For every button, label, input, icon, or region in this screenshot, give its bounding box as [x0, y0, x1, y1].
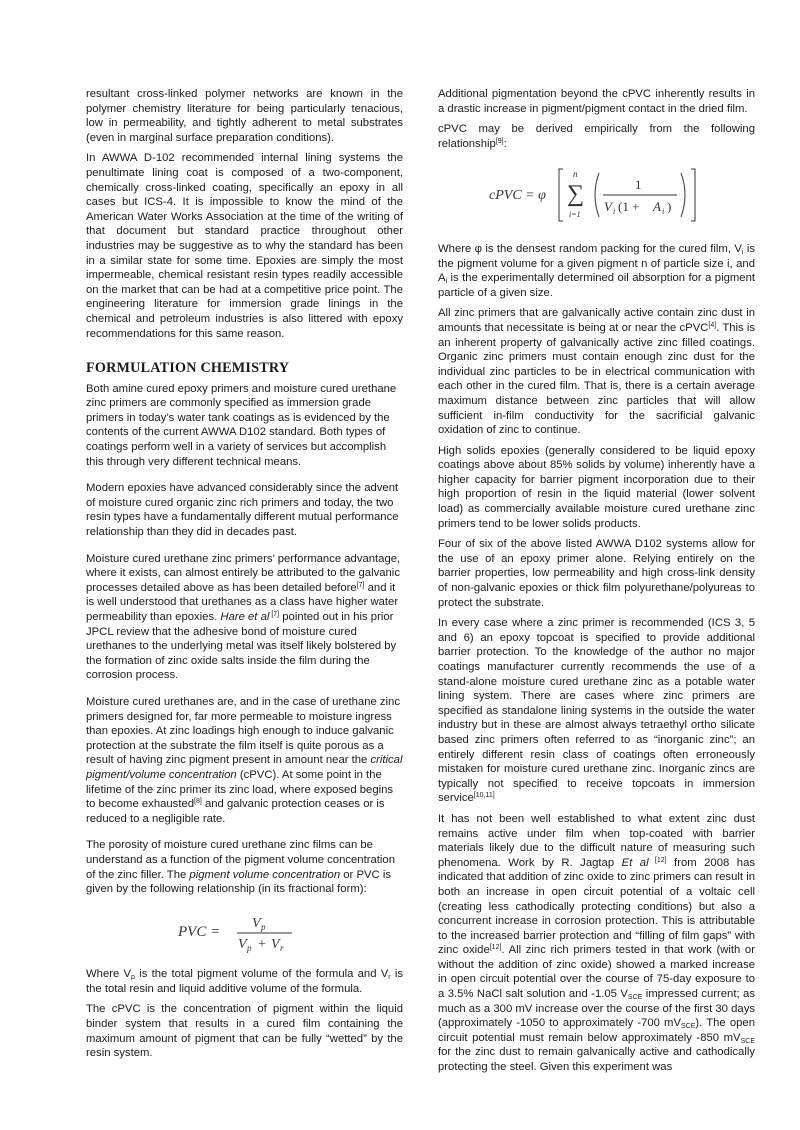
svg-text:1: 1	[634, 177, 641, 193]
paragraph: Where $V_p$ is the total pigment volume of the formula and $V_r$ is the total resin and liquid additive volume of the formula.	[86, 968, 403, 995]
paragraph: In every case where a zinc primer is recommended (ICS 3, 5 and 6) an epoxy topcoat is specified to provide additional barrier protection. To the knowledge of the author no major coatings manufacturer currently recommends the use of a stand-alone moisture cured urethane zinc as a potable water lining system. There are cases where zinc primers are specified as standalone lining systems in the outside the water industry but in these are almost always tetraethyl ortho silicate based zinc primers often referred to as “inorganic zinc”; an entirely different resin class of coatings often erroneously mistaken for moisture cured urethane zinc. Inorganic zincs are typically not specified to receive topcoats in immersion service[10,11]	[438, 617, 755, 805]
citation: [10,11]	[473, 792, 495, 800]
citation: [7]	[356, 581, 365, 589]
svg-text:r: r	[279, 942, 284, 953]
left-paren	[595, 173, 599, 217]
paragraph: Additional pigmentation beyond the cPVC inherently results in a drastic increase in pigment/pigment contact in the dried film.	[438, 88, 755, 115]
paragraph: Moisture cured urethane zinc primers’ performance advantage, where it exists, can almost entirely be attributed to the galvanic processes detailed above as has been detailed before[7] and it is well understood that urethanes as a class have higher water permeability than epoxies. Hare et al [7] pointed out in his prior JPCL review that the adhesive bond of moisture cured urethanes to the underlying metal was itself likely bolstered by the formation of zinc oxide salts inside the film during the corrosion process.	[86, 552, 401, 682]
svg-text:i=1: i=1	[568, 210, 581, 220]
svg-text:V: V	[603, 199, 612, 215]
citation: [12]	[489, 944, 502, 952]
paragraph: cPVC may be derived empirically from the following relationship[9]:	[438, 123, 755, 150]
paragraph: Modern epoxies have advanced considerably since the advent of moisture cured organic zinc rich primers and today, the two resin types have a fundamentally different mutual performance relationship than they did in decades past.	[86, 482, 399, 539]
svg-text:p: p	[260, 921, 265, 932]
right-bracket	[691, 169, 695, 221]
svg-text:+: +	[257, 936, 266, 952]
term: critical pigment/volume concentration	[86, 754, 403, 781]
sum-symbol: ∑	[566, 181, 584, 208]
citation: [4]	[708, 321, 717, 329]
svg-text:V: V	[270, 936, 280, 952]
paragraph: In AWWA D-102 recommended internal lining systems the penultimate lining coat is composed of a two-component, chemically cross-linked coating, specifically an epoxy in all cases but ICS-4. It is impossible to know the mind of the American Water Works Association at the time of the writing of that document but standard practice throughout other industries may be suggestive as to why the standard has been in a similar state for some time. Epoxies are simply the most impermeable, chemical resistant resin types readily accessible on the market that can be had at a competitive price point. The engineering literature for immersion grade linings in the chemical and petroleum industries is also littered with epoxy recommendations for this same reason.	[86, 152, 403, 340]
cpvc-equation	[438, 163, 755, 230]
left-column	[86, 87, 403, 1067]
eq-lhs: PVC =	[177, 923, 220, 940]
svg-text:n: n	[572, 169, 577, 180]
left-bracket	[559, 169, 563, 221]
paragraph: Both amine cured epoxy primers and moisture cured urethane zinc primers are commonly specified as immersion grade primers in today’s water tank coatings as is evidenced by the contents of the current AWWA D102 standard. Both types of coatings perform well in a variety of services but accomplish this through very different technical means.	[86, 382, 397, 468]
citation: [9]	[495, 137, 504, 145]
svg-text:(1 +: (1 +	[617, 199, 639, 215]
paragraph: The porosity of moisture cured urethane zinc films can be understand as a function of the pigment volume concentration of the zinc filler. The pigment volume concentration or PVC is given by the following relationship (in its fractional form):	[86, 839, 395, 896]
eq-lhs: cPVC = φ	[488, 188, 546, 204]
author-name: Et al	[621, 856, 649, 869]
author-name: Hare et al	[220, 611, 270, 623]
paragraph: resultant cross-linked polymer networks are known in the polymer chemistry literature for being particularly tenacious, low in permeability, and tightly adherent to metal substrates (even in marginal surface preparation conditions).	[86, 88, 403, 144]
right-column	[438, 87, 755, 1081]
svg-text:i: i	[661, 207, 664, 217]
term: pigment volume concentration	[189, 868, 341, 881]
paragraph: The cPVC is the concentration of pigment within the liquid binder system that results in a cured film containing the maximum amount of pigment that can be fully “wetted” by the resin system.	[86, 1003, 403, 1060]
svg-text:A: A	[652, 199, 661, 215]
svg-text:V: V	[251, 915, 261, 931]
ragged-text-block	[86, 382, 403, 897]
svg-text:): )	[666, 199, 671, 215]
paragraph: All zinc primers that are galvanically active contain zinc dust in amounts that necessitate is being at or near the cPVC[4]. This is an inherent property of galvanically active zinc filled coatings. Organic zinc primers must contain enough zinc dust for the individual zinc particles to be in electrical communication with each other in the cured film. That is, there is a certain average maximum distance between zinc particles that will allow sufficient in-film conductivity for the sacrificial galvanic oxidation of zinc to continue.	[438, 307, 755, 437]
section-heading: FORMULATION CHEMISTRY	[86, 360, 290, 377]
svg-text:V: V	[237, 936, 247, 952]
citation: [7]	[269, 611, 280, 618]
citation: [12]	[648, 856, 667, 864]
right-paren	[681, 173, 685, 217]
svg-text:p: p	[246, 942, 251, 953]
paragraph: Moisture cured urethanes are, and in the case of urethane zinc primers designed for, far more permeable to moisture ingress than epoxies. At zinc loadings high enough to induce galvanic protection at the substrate the film itself is quite porous as a result of having zinc pigment present in amount near the critical pigment/volume concentration (cPVC). At some point in the lifetime of the zinc primer its zinc load, where exposed begins to become exhausted[8] and galvanic protection ceases or is reduced to a negligible rate.	[86, 695, 403, 825]
pvc-equation	[86, 907, 403, 960]
citation: [8]	[194, 798, 202, 806]
paragraph: Four of six of the above listed AWWA D102 systems allow for the use of an epoxy primer alone. Relying entirely on the barrier properties, low permeability and high cross-link density of non-galvanic epoxies or thick film polyurethane/polyureas to protect the substrate.	[438, 538, 755, 609]
paragraph: It has not been well established to what extent zinc dust remains active under film when top-coated with barrier materials likely due to the difficult nature of measuring such phenomena. Work by R. Jagtap Et al [12] from 2008 has indicated that addition of zinc oxide to zinc primers can result in both an increase in open circuit potential of a voltaic cell (creating less cathodically protecting conditions) but also a concurrent increase in corrosion protection. This is attributable to the increased barrier protection and “filling of film gaps” with zinc oxide[12]. All zinc rich primers tested in that work (with or without the addition of zinc oxide) showed a marked increase in open circuit potential over the course of 75-day exposure to a 3.5% NaCl salt solution and -1.05 $V_{SCE}$ impressed current; as much as a 300 mV increase over the course of the first 30 days (approximately -1050 to approximately -700 $mV_{SCE}$). The open circuit potential must remain below approximately -850 $mV_{SCE}$ for the zinc dust to remain galvanically active and cathodically protecting the steel. Given this experiment was	[438, 812, 755, 1074]
paragraph: Where φ is the densest random packing for the cured film, $V_i$ is the pigment volume for a given pigment n of particle size i, and $A_i$ is the experimentally determined oil absorption for a pigment particle of a given size.	[438, 242, 755, 299]
svg-text:i: i	[612, 207, 615, 217]
paragraph: High solids epoxies (generally considered to be liquid epoxy coatings above about 85% solids by volume) inherently have a higher capacity for barrier pigment incorporation due to their high proportion of resin in the liquid material (lower solvent load) as commercially available moisture cured urethane zinc primers tend to be lower solids products.	[438, 444, 755, 530]
